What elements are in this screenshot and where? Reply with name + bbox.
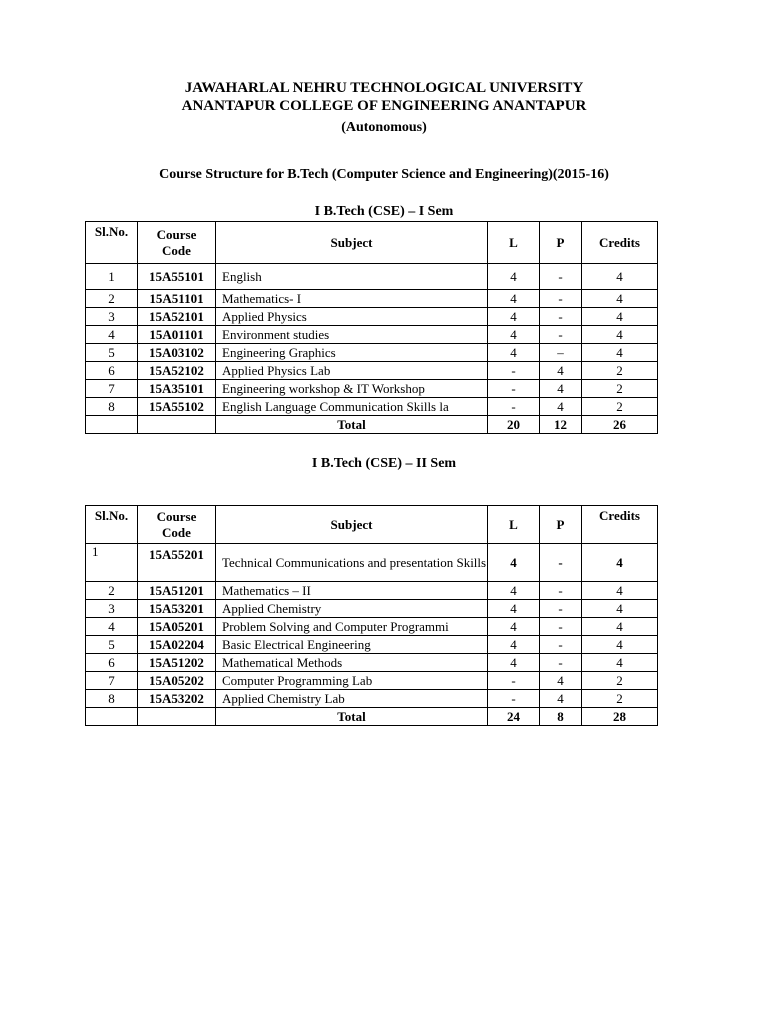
cell-code: 15A51101 bbox=[138, 290, 216, 308]
cell-l: 4 bbox=[488, 544, 540, 582]
col-course-code-line1: Course bbox=[156, 226, 197, 242]
total-l: 24 bbox=[488, 708, 540, 726]
sem1-course-table bbox=[85, 221, 658, 434]
col-course-code-line1: Course bbox=[156, 508, 197, 524]
cell-credits: 4 bbox=[582, 582, 658, 600]
cell-l: 4 bbox=[488, 308, 540, 326]
cell-p: 4 bbox=[540, 362, 582, 380]
cell-subject: Environment studies bbox=[216, 326, 488, 344]
sem1-title: I B.Tech (CSE) – I Sem bbox=[314, 204, 454, 219]
cell-p: - bbox=[540, 264, 582, 290]
cell-p: - bbox=[540, 636, 582, 654]
cell-sl: 4 bbox=[86, 326, 138, 344]
cell-p: 4 bbox=[540, 380, 582, 398]
cell-sl: 4 bbox=[86, 618, 138, 636]
cell-credits: 2 bbox=[582, 362, 658, 380]
sem2-course-table bbox=[85, 505, 658, 726]
cell-subject: Technical Communications and presentation Skills bbox=[216, 544, 488, 582]
cell-code: 15A02204 bbox=[138, 636, 216, 654]
college-name: ANANTAPUR COLLEGE OF ENGINEERING ANANTAPUR bbox=[181, 98, 587, 114]
total-credits: 28 bbox=[582, 708, 658, 726]
table-header-row bbox=[86, 222, 658, 264]
col-sl: Sl.No. bbox=[86, 222, 138, 264]
table-row bbox=[86, 264, 658, 290]
cell-subject: Mathematical Methods bbox=[216, 654, 488, 672]
cell-l: - bbox=[488, 380, 540, 398]
cell-p: 4 bbox=[540, 690, 582, 708]
total-l: 20 bbox=[488, 416, 540, 434]
cell-code: 15A51202 bbox=[138, 654, 216, 672]
cell-sl: 3 bbox=[86, 308, 138, 326]
cell-subject: Computer Programming Lab bbox=[216, 672, 488, 690]
cell-empty bbox=[138, 416, 216, 434]
cell-l: - bbox=[488, 690, 540, 708]
col-course-code-line2: Code bbox=[162, 242, 191, 258]
cell-credits: 4 bbox=[582, 618, 658, 636]
cell-credits: 4 bbox=[582, 654, 658, 672]
cell-sl: 7 bbox=[86, 672, 138, 690]
cell-code: 15A01101 bbox=[138, 326, 216, 344]
cell-subject: Basic Electrical Engineering bbox=[216, 636, 488, 654]
total-p: 12 bbox=[540, 416, 582, 434]
cell-p: - bbox=[540, 582, 582, 600]
cell-sl: 1 bbox=[86, 544, 138, 582]
cell-credits: 4 bbox=[582, 326, 658, 344]
table-row bbox=[86, 308, 658, 326]
table-row bbox=[86, 690, 658, 708]
col-subject: Subject bbox=[216, 506, 488, 544]
table-header-row bbox=[86, 506, 658, 544]
col-course-code-line2: Code bbox=[162, 524, 191, 540]
cell-l: - bbox=[488, 398, 540, 416]
cell-l: - bbox=[488, 672, 540, 690]
cell-sl: 8 bbox=[86, 398, 138, 416]
cell-p: - bbox=[540, 654, 582, 672]
cell-empty bbox=[138, 708, 216, 726]
cell-code: 15A53202 bbox=[138, 690, 216, 708]
col-l: L bbox=[488, 222, 540, 264]
cell-l: - bbox=[488, 362, 540, 380]
cell-sl: 5 bbox=[86, 636, 138, 654]
table-row bbox=[86, 544, 658, 582]
cell-p: - bbox=[540, 290, 582, 308]
col-p: P bbox=[540, 506, 582, 544]
course-structure-title: Course Structure for B.Tech (Computer Science and Engineering)(2015-16) bbox=[159, 167, 609, 182]
cell-code: 15A51201 bbox=[138, 582, 216, 600]
total-p: 8 bbox=[540, 708, 582, 726]
cell-subject: Applied Physics Lab bbox=[216, 362, 488, 380]
cell-subject: Engineering Graphics bbox=[216, 344, 488, 362]
cell-credits: 4 bbox=[582, 264, 658, 290]
cell-p: - bbox=[540, 600, 582, 618]
cell-credits: 2 bbox=[582, 398, 658, 416]
cell-sl: 5 bbox=[86, 344, 138, 362]
cell-subject: Applied Physics bbox=[216, 308, 488, 326]
col-p: P bbox=[540, 222, 582, 264]
total-label: Total bbox=[216, 416, 488, 434]
cell-subject: Mathematics- I bbox=[216, 290, 488, 308]
cell-empty bbox=[86, 708, 138, 726]
cell-code: 15A53201 bbox=[138, 600, 216, 618]
cell-empty bbox=[86, 416, 138, 434]
col-credits: Credits bbox=[582, 506, 658, 544]
total-row bbox=[86, 416, 658, 434]
cell-code: 15A05202 bbox=[138, 672, 216, 690]
total-label: Total bbox=[216, 708, 488, 726]
cell-p: 4 bbox=[540, 398, 582, 416]
cell-code: 15A55101 bbox=[138, 264, 216, 290]
cell-l: 4 bbox=[488, 326, 540, 344]
table-row bbox=[86, 654, 658, 672]
table-row bbox=[86, 290, 658, 308]
cell-p: - bbox=[540, 544, 582, 582]
cell-subject: English bbox=[216, 264, 488, 290]
col-course-code bbox=[138, 506, 216, 544]
col-l: L bbox=[488, 506, 540, 544]
cell-subject: Applied Chemistry Lab bbox=[216, 690, 488, 708]
cell-p: - bbox=[540, 618, 582, 636]
cell-credits: 4 bbox=[582, 544, 658, 582]
cell-sl: 6 bbox=[86, 654, 138, 672]
col-sl: Sl.No. bbox=[86, 506, 138, 544]
cell-sl: 6 bbox=[86, 362, 138, 380]
cell-code: 15A52102 bbox=[138, 362, 216, 380]
cell-code: 15A52101 bbox=[138, 308, 216, 326]
table-row bbox=[86, 380, 658, 398]
cell-l: 4 bbox=[488, 600, 540, 618]
cell-sl: 3 bbox=[86, 600, 138, 618]
cell-sl: 2 bbox=[86, 290, 138, 308]
autonomous-status: (Autonomous) bbox=[341, 120, 427, 135]
cell-sl: 2 bbox=[86, 582, 138, 600]
cell-credits: 2 bbox=[582, 380, 658, 398]
cell-l: 4 bbox=[488, 344, 540, 362]
cell-sl: 7 bbox=[86, 380, 138, 398]
cell-l: 4 bbox=[488, 264, 540, 290]
cell-code: 15A55102 bbox=[138, 398, 216, 416]
cell-subject: Problem Solving and Computer Programmi bbox=[216, 618, 488, 636]
sem2-title: I B.Tech (CSE) – II Sem bbox=[311, 456, 457, 471]
cell-sl: 8 bbox=[86, 690, 138, 708]
cell-l: 4 bbox=[488, 654, 540, 672]
table-row bbox=[86, 672, 658, 690]
table-row bbox=[86, 398, 658, 416]
cell-sl: 1 bbox=[86, 264, 138, 290]
table-row bbox=[86, 344, 658, 362]
cell-subject: Mathematics – II bbox=[216, 582, 488, 600]
cell-code: 15A05201 bbox=[138, 618, 216, 636]
cell-credits: 2 bbox=[582, 672, 658, 690]
cell-l: 4 bbox=[488, 290, 540, 308]
total-credits: 26 bbox=[582, 416, 658, 434]
cell-subject: English Language Communication Skills la bbox=[216, 398, 488, 416]
cell-credits: 4 bbox=[582, 636, 658, 654]
cell-subject: Engineering workshop & IT Workshop bbox=[216, 380, 488, 398]
cell-credits: 2 bbox=[582, 690, 658, 708]
cell-code: 15A55201 bbox=[138, 544, 216, 582]
cell-credits: 4 bbox=[582, 600, 658, 618]
cell-l: 4 bbox=[488, 618, 540, 636]
cell-l: 4 bbox=[488, 582, 540, 600]
cell-credits: 4 bbox=[582, 290, 658, 308]
table-row bbox=[86, 600, 658, 618]
cell-p: 4 bbox=[540, 672, 582, 690]
cell-subject: Applied Chemistry bbox=[216, 600, 488, 618]
cell-credits: 4 bbox=[582, 344, 658, 362]
table-row bbox=[86, 618, 658, 636]
table-row bbox=[86, 636, 658, 654]
cell-l: 4 bbox=[488, 636, 540, 654]
col-subject: Subject bbox=[216, 222, 488, 264]
total-row bbox=[86, 708, 658, 726]
university-name: JAWAHARLAL NEHRU TECHNOLOGICAL UNIVERSITY bbox=[184, 80, 584, 96]
table-row bbox=[86, 362, 658, 380]
cell-p: – bbox=[540, 344, 582, 362]
col-credits: Credits bbox=[582, 222, 658, 264]
cell-p: - bbox=[540, 326, 582, 344]
cell-credits: 4 bbox=[582, 308, 658, 326]
col-course-code bbox=[138, 222, 216, 264]
cell-code: 15A35101 bbox=[138, 380, 216, 398]
cell-p: - bbox=[540, 308, 582, 326]
cell-code: 15A03102 bbox=[138, 344, 216, 362]
table-row bbox=[86, 582, 658, 600]
table-row bbox=[86, 326, 658, 344]
